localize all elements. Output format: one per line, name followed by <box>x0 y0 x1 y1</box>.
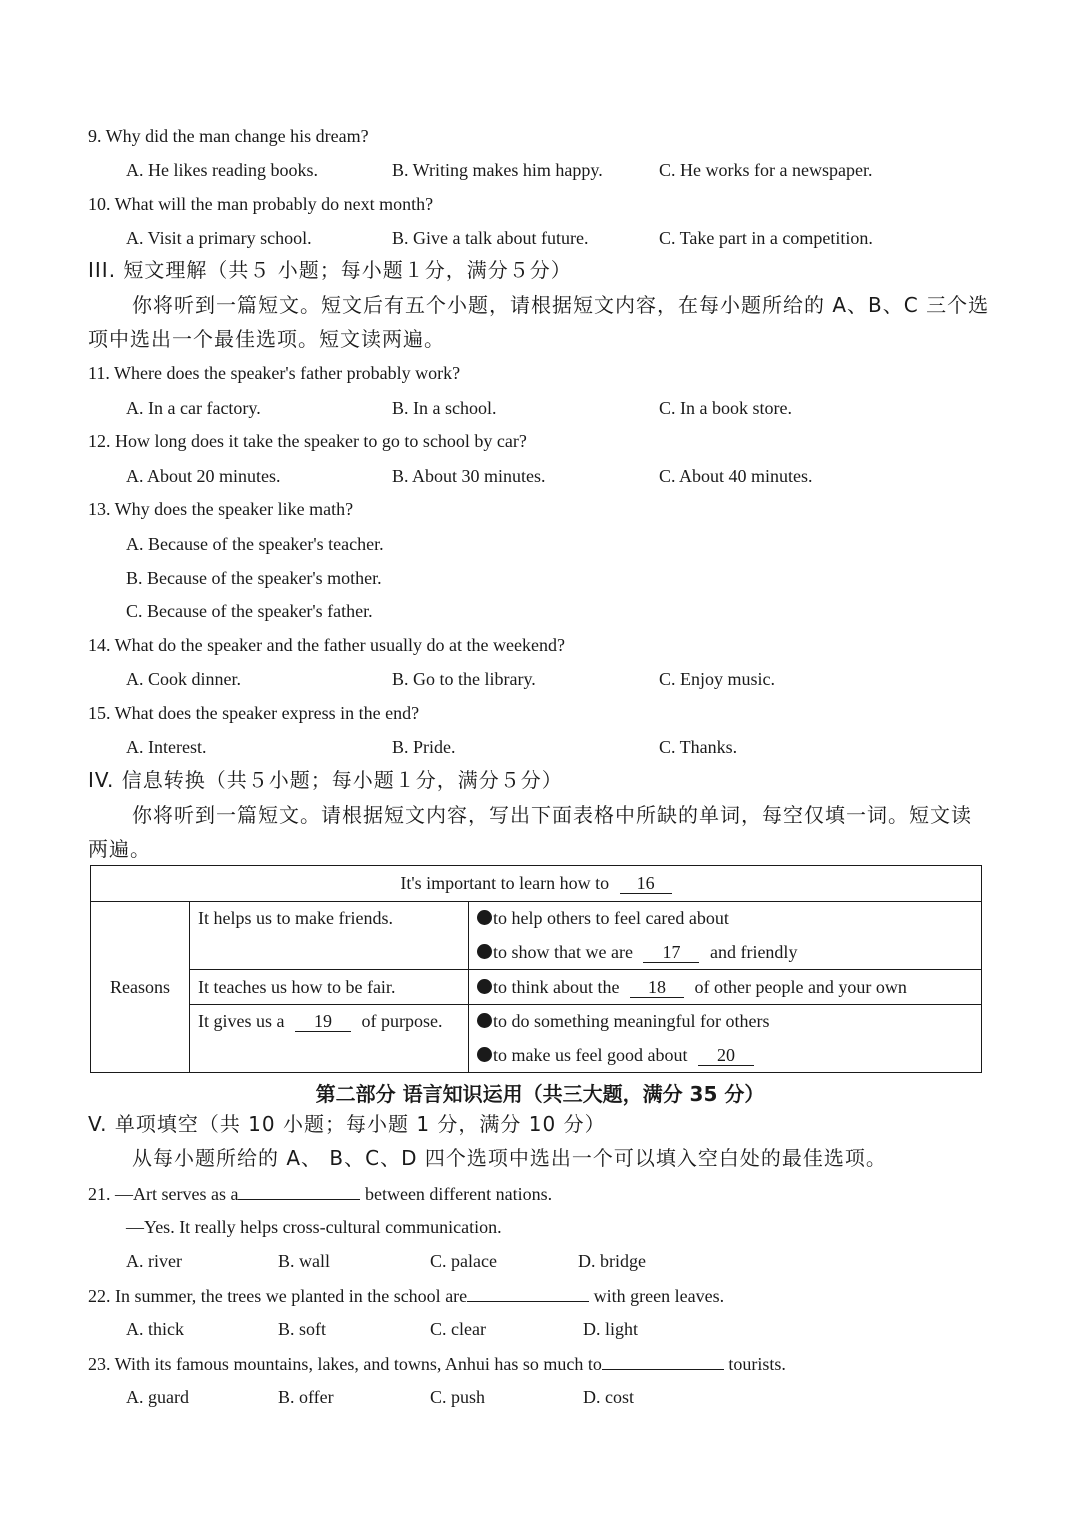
question-23-option-a[interactable]: A. guard <box>126 1387 189 1407</box>
question-14-option-b[interactable]: B. Go to the library. <box>392 669 536 689</box>
question-9-stem: 9. Why did the man change his dream? <box>88 126 369 146</box>
question-9-option-c[interactable]: C. He works for a newspaper. <box>659 160 873 180</box>
table-header <box>91 866 982 902</box>
question-13-stem: 13. Why does the speaker like math? <box>88 499 354 519</box>
reason-1-detail-2-text: to show that we are <box>493 941 633 962</box>
question-23-stem <box>88 1351 786 1376</box>
question-21-reply: —Yes. It really helps cross-cultural communication. <box>126 1217 502 1237</box>
question-9-option-b[interactable]: B. Writing makes him happy. <box>392 160 603 180</box>
question-14-option-a[interactable]: A. Cook dinner. <box>126 669 241 689</box>
reason-1-detail-1 <box>469 902 982 936</box>
question-21-option-b[interactable]: B. wall <box>278 1251 330 1271</box>
question-13-option-c[interactable]: C. Because of the speaker's father. <box>126 601 373 621</box>
question-22-stem-text: 22. In summer, the trees we planted in the school are <box>88 1286 468 1306</box>
question-10-option-a[interactable]: A. Visit a primary school. <box>126 228 312 248</box>
question-14-stem: 14. What do the speaker and the father usually do at the weekend? <box>88 635 565 655</box>
reason-1-detail-2 <box>469 936 982 970</box>
question-14-option-c[interactable]: C. Enjoy music. <box>659 669 775 689</box>
question-15-option-a[interactable]: A. Interest. <box>126 737 207 757</box>
section-3-title: III. 短文理解（共５ 小题；每小题１分，满分５分） <box>88 258 572 282</box>
reason-2: It teaches us how to be fair. <box>190 970 469 1005</box>
question-23-stem-text: 23. With its famous mountains, lakes, and towns, Anhui has so much to <box>88 1354 602 1374</box>
question-13-option-b[interactable]: B. Because of the speaker's mother. <box>126 568 382 588</box>
question-23-option-d[interactable]: D. cost <box>583 1387 634 1407</box>
reason-3-suffix: of purpose. <box>361 1011 443 1031</box>
info-transfer-table <box>90 865 982 1073</box>
reason-2-detail-1 <box>469 970 982 1005</box>
reason-3-detail-1-text: to do something meaningful for others <box>493 1011 770 1032</box>
question-12-option-a[interactable]: A. About 20 minutes. <box>126 466 281 486</box>
question-15-stem: 15. What does the speaker express in the end? <box>88 703 420 723</box>
reason-2-detail-1-text: to think about the <box>493 976 620 997</box>
question-10-stem: 10. What will the man probably do next month? <box>88 194 434 214</box>
reason-3-text: It gives us a <box>198 1011 285 1031</box>
bullet-icon <box>477 979 492 994</box>
question-11-option-b[interactable]: B. In a school. <box>392 398 497 418</box>
question-23-stem-suffix: tourists. <box>728 1354 786 1374</box>
question-11-option-a[interactable]: A. In a car factory. <box>126 398 261 418</box>
bullet-icon <box>477 944 492 959</box>
section-4-instruction-line2: 两遍。 <box>88 837 151 861</box>
question-11-stem: 11. Where does the speaker's father probably work? <box>88 363 461 383</box>
blank-20[interactable]: 20 <box>698 1045 754 1066</box>
reason-3-detail-2 <box>469 1039 982 1073</box>
question-22-option-d[interactable]: D. light <box>583 1319 639 1339</box>
question-22-option-a[interactable]: A. thick <box>126 1319 184 1339</box>
question-10-option-b[interactable]: B. Give a talk about future. <box>392 228 589 248</box>
question-22-stem <box>88 1283 724 1308</box>
blank-19[interactable]: 19 <box>295 1011 351 1032</box>
reason-3-detail-2-text: to make us feel good about <box>493 1044 688 1065</box>
question-21-option-d[interactable]: D. bridge <box>578 1251 646 1271</box>
reasons-label: Reasons <box>91 902 190 1073</box>
question-10-option-c[interactable]: C. Take part in a competition. <box>659 228 873 248</box>
question-22-option-b[interactable]: B. soft <box>278 1319 327 1339</box>
question-12-stem: 12. How long does it take the speaker to go to school by car? <box>88 431 527 451</box>
question-11-option-c[interactable]: C. In a book store. <box>659 398 792 418</box>
reason-1: It helps us to make friends. <box>190 902 469 970</box>
reason-3-detail-1 <box>469 1005 982 1039</box>
question-23-option-c[interactable]: C. push <box>430 1387 486 1407</box>
question-15-option-b[interactable]: B. Pride. <box>392 737 456 757</box>
question-21-stem-text: 21. —Art serves as a <box>88 1184 239 1204</box>
table-header-text: It's important to learn how to <box>400 873 610 893</box>
section-4-instruction-line1: 你将听到一篇短文。请根据短文内容，写出下面表格中所缺的单词，每空仅填一词。短文读 <box>132 803 972 827</box>
question-23-option-b[interactable]: B. offer <box>278 1387 334 1407</box>
section-3-instruction-line2: 项中选出一个最佳选项。短文读两遍。 <box>88 327 445 351</box>
section-5-title: V. 单项填空（共 10 小题；每小题 1 分，满分 10 分） <box>88 1112 606 1136</box>
reason-3 <box>190 1005 469 1073</box>
question-21-option-a[interactable]: A. river <box>126 1251 182 1271</box>
reason-2-detail-1-suffix: of other people and your own <box>694 976 907 997</box>
question-21-stem-suffix: between different nations. <box>364 1184 553 1204</box>
question-22-option-c[interactable]: C. clear <box>430 1319 486 1339</box>
question-23-blank[interactable] <box>602 1351 724 1370</box>
bullet-icon <box>477 1047 492 1062</box>
bullet-icon <box>477 1013 492 1028</box>
question-12-option-c[interactable]: C. About 40 minutes. <box>659 466 813 486</box>
question-12-option-b[interactable]: B. About 30 minutes. <box>392 466 546 486</box>
section-3-instruction-line1: 你将听到一篇短文。短文后有五个小题，请根据短文内容，在每小题所给的 A、B、C 三个选 <box>132 293 990 317</box>
question-21-option-c[interactable]: C. palace <box>430 1251 497 1271</box>
question-9-option-a[interactable]: A. He likes reading books. <box>126 160 318 180</box>
question-21-blank[interactable] <box>238 1181 360 1200</box>
question-21-stem <box>88 1181 552 1206</box>
question-22-stem-suffix: with green leaves. <box>593 1286 725 1306</box>
bullet-icon <box>477 910 492 925</box>
question-13-option-a[interactable]: A. Because of the speaker's teacher. <box>126 534 384 554</box>
question-15-option-c[interactable]: C. Thanks. <box>659 737 738 757</box>
blank-18[interactable]: 18 <box>630 977 684 998</box>
reason-1-detail-2-suffix: and friendly <box>709 941 798 962</box>
blank-16[interactable]: 16 <box>620 873 672 894</box>
part-2-title: 第二部分 语言知识运用（共三大题，满分 35 分） <box>315 1082 765 1106</box>
reason-1-detail-1-text: to help others to feel cared about <box>493 908 729 929</box>
question-22-blank[interactable] <box>467 1283 589 1302</box>
section-4-title: IV. 信息转换（共５小题；每小题１分，满分５分） <box>88 768 563 792</box>
section-5-instruction: 从每小题所给的 A、 B、C、D 四个选项中选出一个可以填入空白处的最佳选项。 <box>132 1146 887 1170</box>
blank-17[interactable]: 17 <box>643 942 699 963</box>
